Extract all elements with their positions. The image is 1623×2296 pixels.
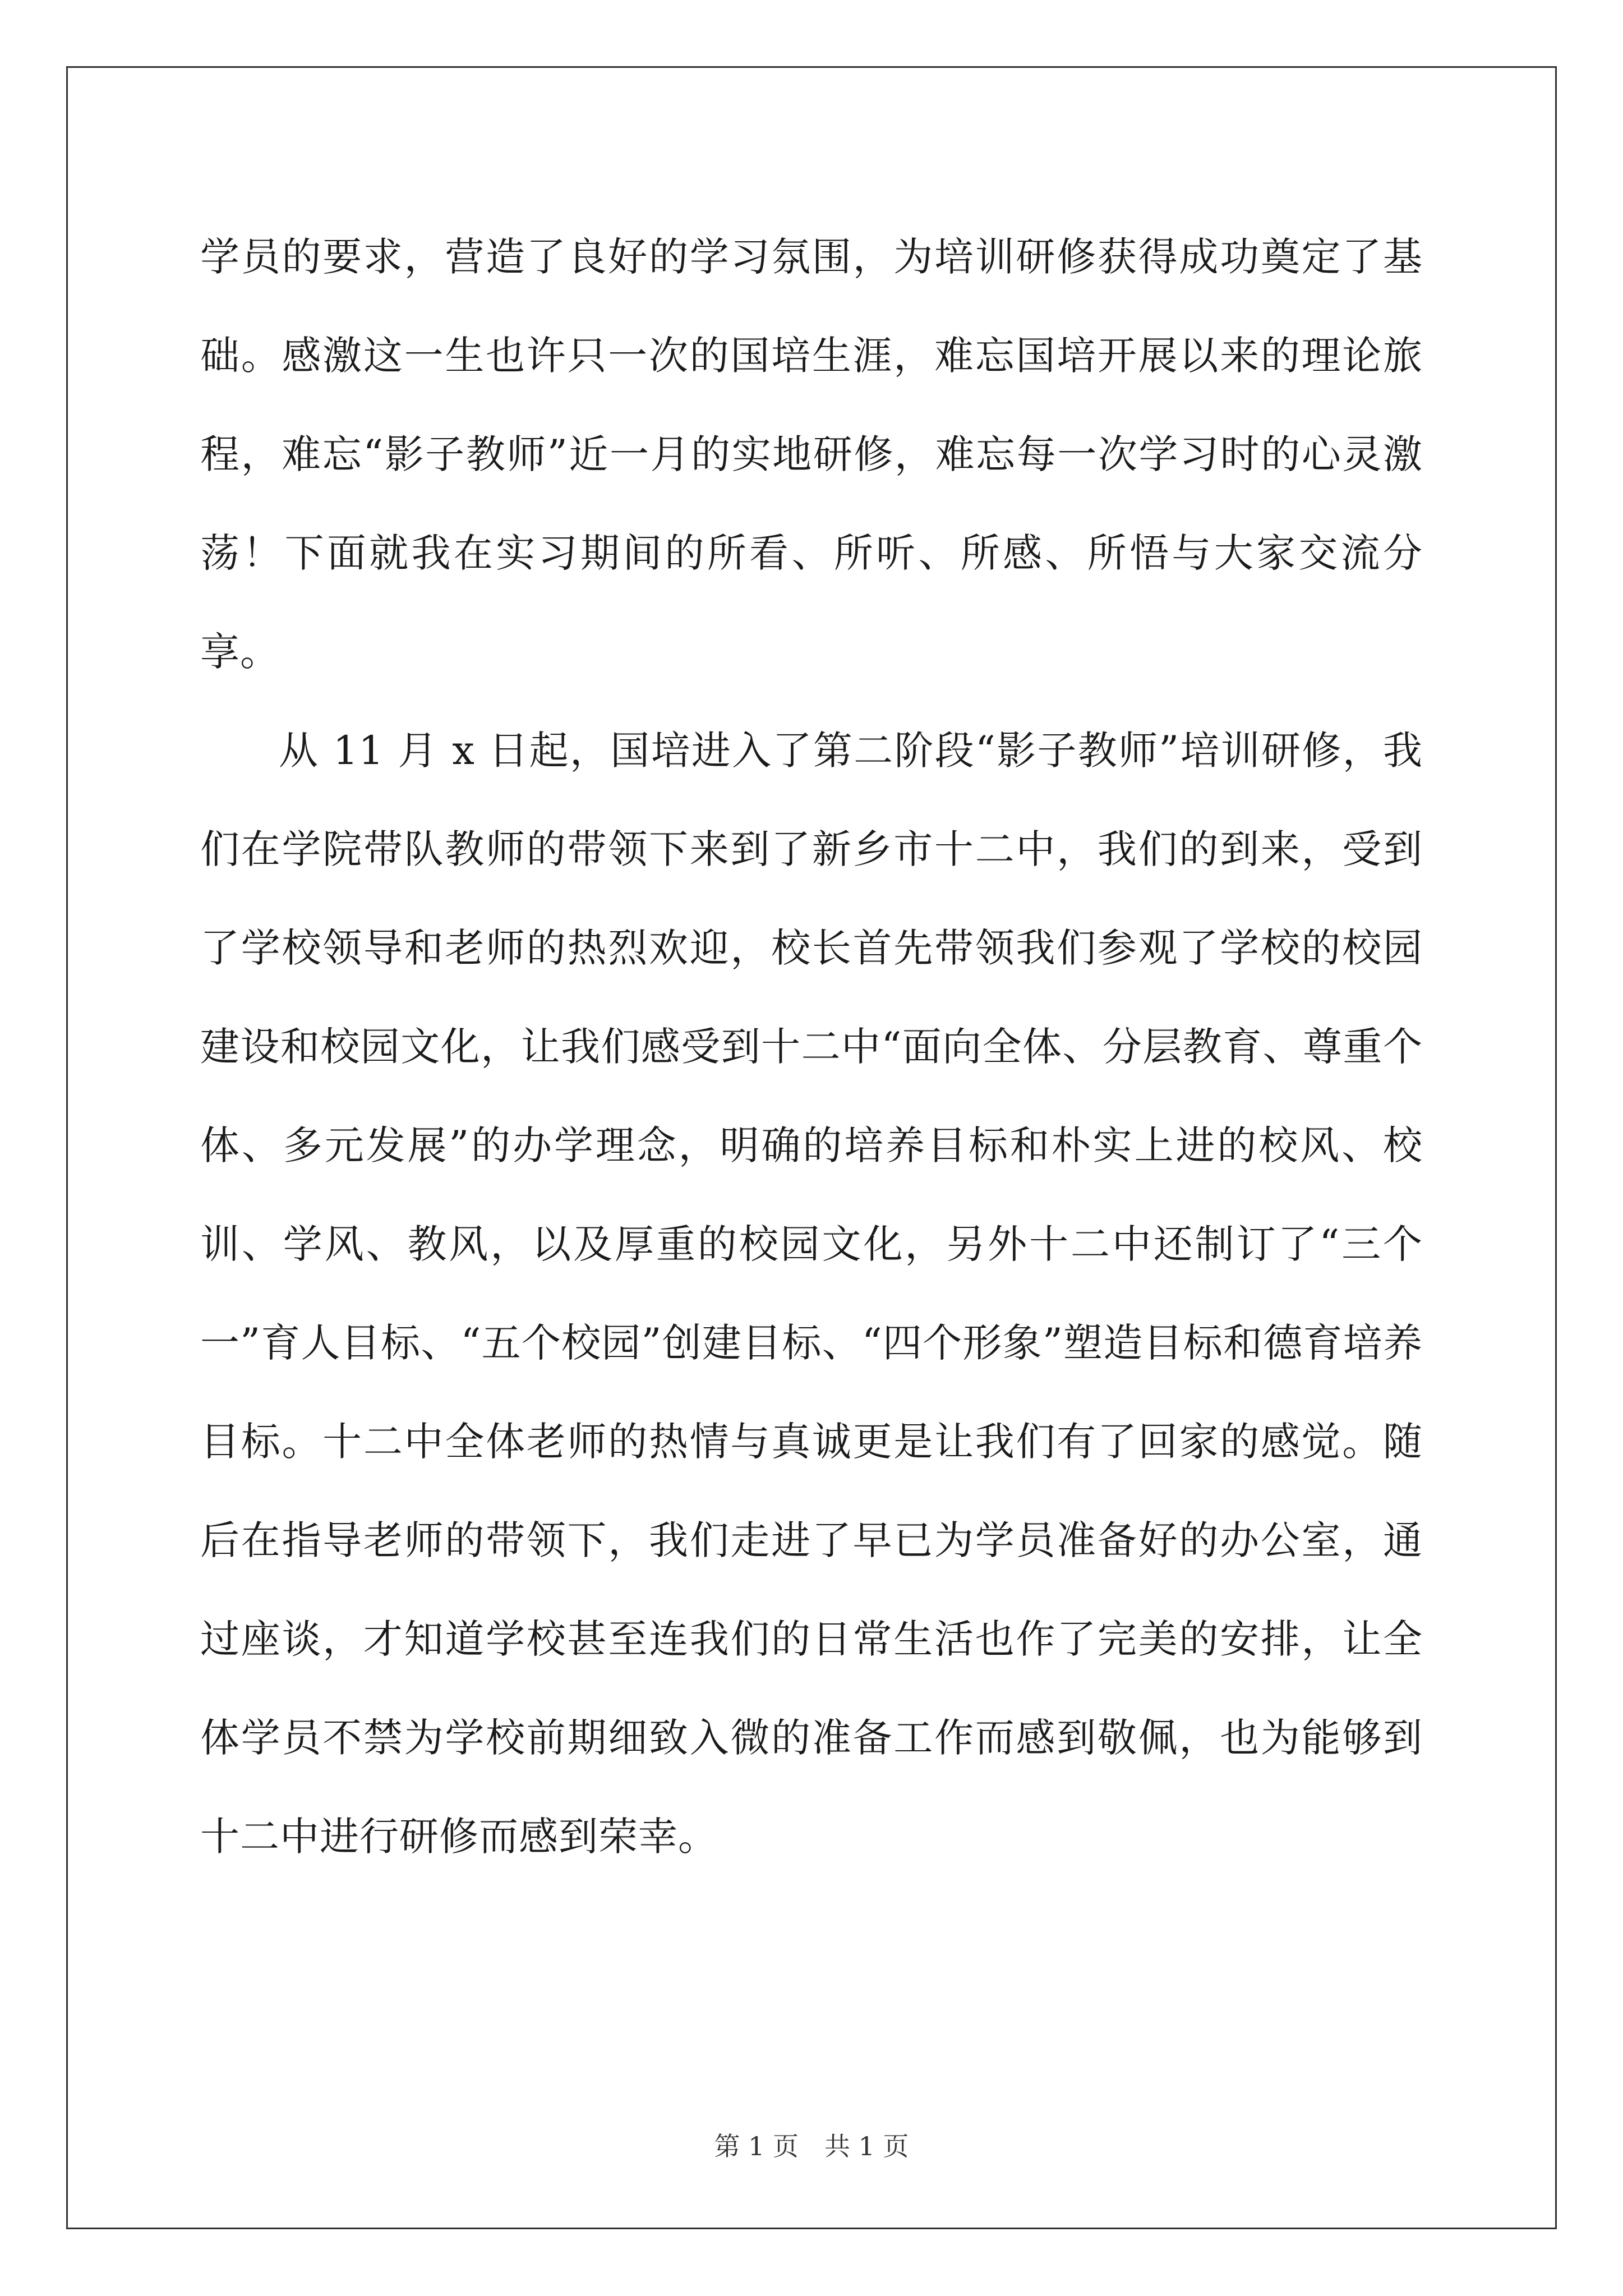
paragraph-1: 学员的要求，营造了良好的学习氛围，为培训研修获得成功奠定了基础。感激这一生也许只一次的国培生涯，难忘国培开展以来的理论旅程，难忘“影子教师”近一月的实地研修，难忘每一次学习时的心灵激荡！下面就我在实习期间的所看、所听、所感、所悟与大家交流分享。 (200, 234, 1423, 675)
paragraph-2: 从 11 月 x 日起，国培进入了第二阶段“影子教师”培训研修，我们在学院带队教师的带领下来到了新乡市十二中，我们的到来，受到了学校领导和老师的热烈欢迎，校长首先带领我们参观了学校的校园建设和校园文化，让我们感受到十二中“面向全体、分层教育、尊重个体、多元发展”的办学理念，明确的培养目标和朴实上进的校风、校训、学风、教风，以及厚重的校园文化，另外十二中还制订了“三个一”育人目标、“五个校园”创建目标、“四个形象”塑造目标和德育培养目标。十二中全体老师的热情与真诚更是让我们有了回家的感觉。随后在指导老师的带领下，我们走进了早已为学员准备好的办公室，通过座谈，才知道学校甚至连我们的日常生活也作了完美的安排，让全体学员不禁为学校前期细致入微的准备工作而感到敬佩，也为能够到十二中进行研修而感到荣幸。 (200, 728, 1423, 1860)
document-body (200, 208, 1423, 1886)
page-footer: 第 1 页 共 1 页 (714, 2131, 909, 2161)
